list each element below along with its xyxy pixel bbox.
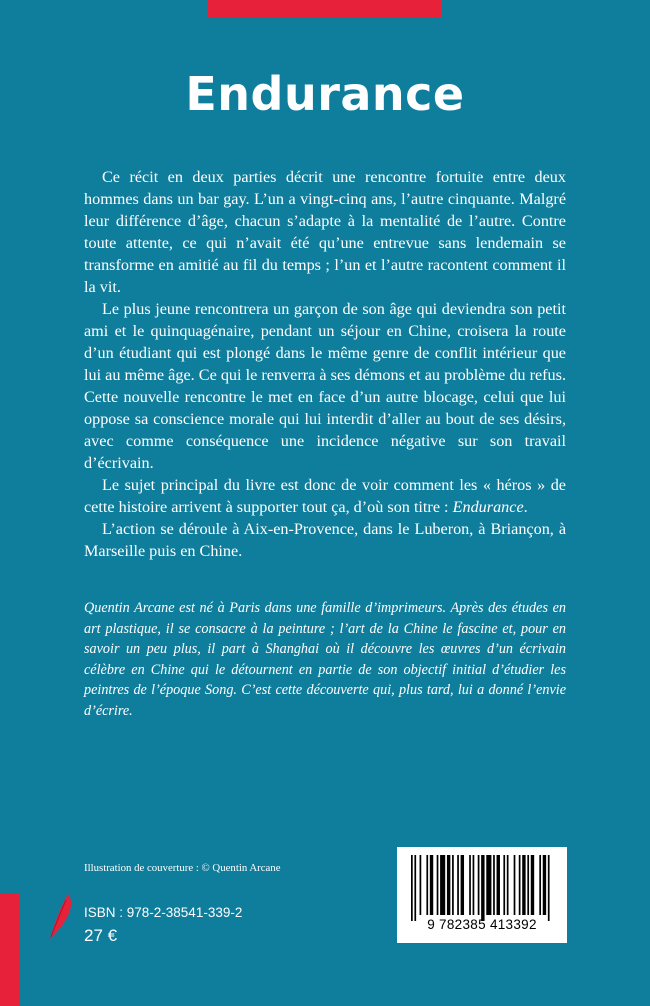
summary-text: Le sujet principal du livre est donc de voir comment les « héros » de cette histoire arrivent à supporter tout ça, d’où son titre : — [84, 476, 566, 516]
barcode-bar — [469, 855, 471, 915]
barcode-number: 9 782385 413392 — [427, 917, 537, 932]
barcode-bar — [503, 855, 505, 915]
book-summary — [84, 166, 566, 562]
barcode-bar — [522, 855, 525, 915]
illustration-credit: Illustration de couverture : © Quentin Arcane — [84, 862, 281, 874]
barcode-bars — [411, 855, 553, 921]
barcode-bar — [430, 855, 433, 915]
barcode-bar — [481, 855, 484, 921]
summary-paragraph — [84, 474, 566, 518]
title-emphasis: Endurance — [452, 498, 524, 516]
barcode-bar — [478, 855, 480, 915]
barcode-bar — [507, 855, 509, 915]
summary-paragraph: L’action se déroule à Aix-en-Provence, dans le Luberon, à Briançon, à Marseille puis en Chine. — [84, 520, 566, 560]
barcode-bar — [447, 855, 450, 915]
price-text: 27 € — [84, 926, 118, 945]
barcode-bar — [461, 855, 464, 915]
barcode-bar — [414, 855, 416, 921]
barcode-bar — [420, 855, 422, 915]
barcode-bar — [452, 855, 454, 915]
barcode-bar — [531, 855, 534, 915]
barcode-bar — [497, 855, 500, 915]
summary-paragraph: Ce récit en deux parties décrit une rencontre fortuite entre deux hommes dans un bar gay. L’un a vingt-cinq ans, l’autre cinquante. Malgré leur différence d’âge, chacun s’adapte à la mentalité de l’autre. Contre toute attente, ce qui n’avait été qu’une entrevue sans lendemain se transforme en amitié au fil du temps ; l’un et l’autre racontent comment il la vit. — [84, 168, 566, 296]
side-accent-band — [0, 894, 20, 1006]
barcode-bar — [548, 855, 550, 921]
book-title: Endurance — [185, 67, 465, 121]
barcode-bar — [440, 855, 445, 915]
barcode-bar — [411, 855, 413, 921]
barcode-bar — [437, 855, 439, 915]
barcode-bar — [514, 855, 516, 915]
isbn-text: ISBN : 978-2-38541-339-2 — [84, 905, 243, 920]
barcode-bar — [519, 855, 521, 915]
barcode-bar — [486, 855, 491, 915]
barcode-bar — [457, 855, 459, 915]
barcode — [397, 847, 567, 943]
barcode-bar — [527, 855, 529, 915]
barcode-bar — [473, 855, 475, 915]
barcode-bar — [543, 855, 546, 915]
barcode-bar — [426, 855, 428, 915]
barcode-bar — [493, 855, 495, 915]
summary-paragraph: Le plus jeune rencontrera un garçon de son âge qui deviendra son petit ami et le quinquagénaire, pendant un séjour en Chine, croisera la route d’un étudiant qui est plongé dans le même genre de conflit intérieur que lui au même âge. Ce qui le renverra à ses démons et au problème du refus. Cette nouvelle rencontre le met en face d’un autre blocage, celui que lui oppose sa conscience morale qui lui interdit d’aller au bout de ses désirs, avec comme conséquence une incidence négative sur son travail d’écrivain. — [84, 300, 566, 472]
top-accent-band — [208, 0, 441, 18]
author-bio: Quentin Arcane est né à Paris dans une famille d’imprimeurs. Après des études en art plastique, il se consacre à la peinture ; l’art de la Chine le fascine et, pour en savoir un peu plus, il part à Shanghai où il découvre les œuvres d’un écrivain célèbre en Chine qui le détournent en partie de son objectif initial d’étudier les peintres de l’époque Song. C’est cette découverte qui, plus tard, lui a donné l’envie d’écrire. — [84, 600, 566, 719]
red-quill-icon — [46, 892, 76, 942]
barcode-bar — [539, 855, 541, 915]
summary-suffix: . — [523, 498, 528, 516]
